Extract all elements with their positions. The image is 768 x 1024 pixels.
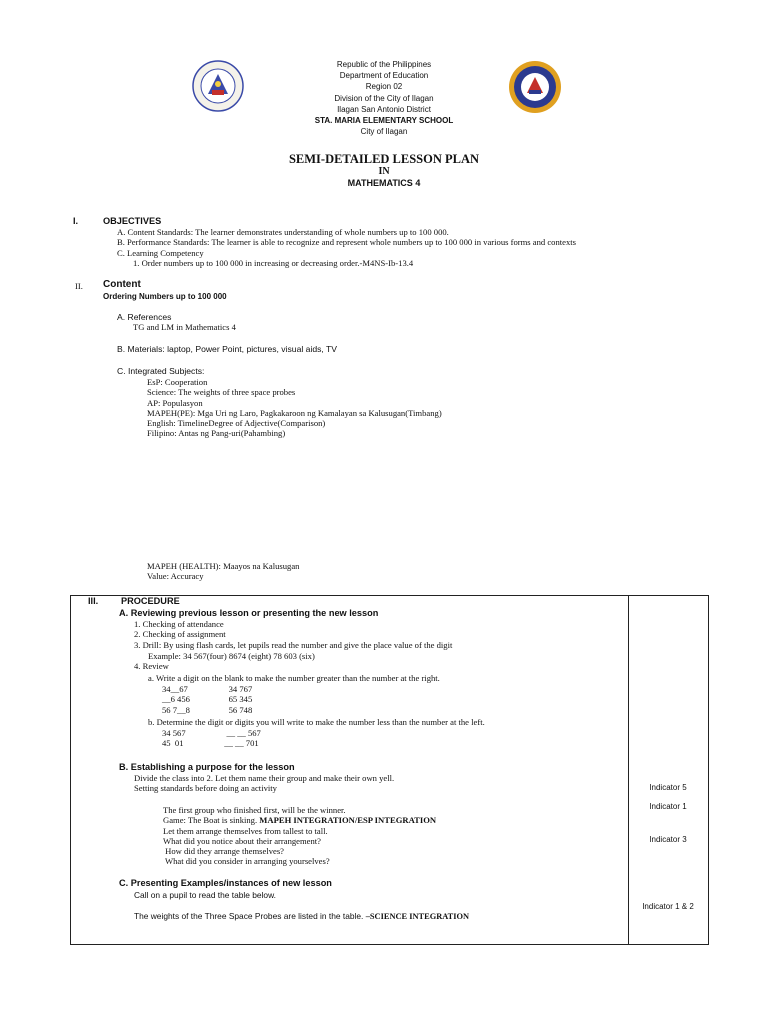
section-c-item: [134, 911, 469, 921]
header-line-5: Ilagan San Antonio District: [337, 104, 431, 114]
section-b-item: Setting standards before doing an activity: [134, 783, 277, 794]
objectives-heading: OBJECTIVES: [103, 216, 162, 226]
review-a-rows: [162, 684, 252, 715]
section-b-activity: [163, 805, 436, 867]
title-line-3: MATHEMATICS 4: [347, 178, 421, 188]
header-block: [0, 59, 768, 137]
section-c-text: The weights of the Three Space Probes are listed in the table.: [134, 911, 364, 921]
integrated-item: MAPEH (HEALTH): Maayos na Kalusugan: [147, 561, 300, 571]
science-integration: –SCIENCE INTEGRATION: [365, 912, 470, 921]
section-a-review: 4. Review: [134, 661, 169, 671]
section-c-title: C. Presenting Examples/instances of new lesson: [119, 878, 332, 888]
table-column-divider: [628, 596, 629, 944]
section-a-item: 1. Checking of attendance: [134, 619, 224, 629]
objective-a: A. Content Standards: The learner demonstrates understanding of whole numbers up to 100 000.: [117, 227, 449, 237]
integrated-item: EsP: Cooperation: [147, 377, 208, 387]
section-b-title: B. Establishing a purpose for the lesson: [119, 762, 295, 772]
drill-example: Example: 34 567(four) 8674 (eight) 78 603 (six): [148, 651, 315, 661]
review-row: 56 7__8 56 748: [162, 704, 253, 715]
section-a-title: A. Reviewing previous lesson or presenting the new lesson: [119, 608, 379, 618]
activity-line: The first group who finished first, will be the winner.: [163, 805, 346, 815]
review-row: 45 01 __ __ 701: [162, 738, 259, 749]
review-row: 34 567 __ __ 567: [162, 728, 261, 738]
content-num: II.: [75, 281, 83, 291]
header-line-2: Department of Education: [339, 71, 429, 81]
activity-line: How did they arrange themselves?: [163, 846, 284, 857]
integrated-item: Value: Accuracy: [147, 571, 204, 582]
header-line-3: Region 02: [365, 82, 403, 92]
integrated-list-more: [147, 561, 299, 582]
school-name: STA. MARIA ELEMENTARY SCHOOL: [314, 116, 454, 126]
mapeh-esp-integration: MAPEH INTEGRATION/ESP INTEGRATION: [259, 815, 437, 826]
activity-game: Game: The Boat is sinking.: [163, 815, 258, 826]
review-a: a. Write a digit on the blank to make the number greater than the number at the right.: [148, 673, 440, 683]
section-a-item: 3. Drill: By using flash cards, let pupils read the number and give the place value of the digit: [134, 639, 453, 650]
section-a-item: 2. Checking of assignment: [134, 629, 226, 640]
indicator-label: Indicator 3: [649, 835, 687, 844]
school-city: City of Ilagan: [360, 127, 408, 137]
review-row: 34__67 34 767: [162, 684, 253, 694]
review-b: b. Determine the digit or digits you will write to make the number less than the number at the left.: [148, 717, 485, 727]
document-title: [0, 152, 768, 189]
integrated-list: [147, 377, 442, 439]
section-a-list-1: [134, 619, 452, 650]
objective-b: B. Performance Standards: The learner is able to recognize and represent whole numbers up to 100 000 in various forms and contexts: [117, 237, 576, 247]
content-heading: Content: [103, 279, 141, 290]
activity-line: What did you consider in arranging yourselves?: [163, 856, 330, 867]
references-label: A. References: [117, 312, 172, 322]
integrated-item: Filipino: Antas ng Pang-uri(Pahambing): [147, 428, 286, 439]
objective-c1: 1. Order numbers up to 100 000 in increasing or decreasing order.-M4NS-Ib-13.4: [133, 258, 414, 268]
activity-line: [163, 815, 436, 825]
integrated-item: MAPEH(PE): Mga Uri ng Laro, Pagkakaroon ng Kamalayan sa Kalusugan(Timbang): [147, 407, 442, 418]
indicator-label: Indicator 5: [649, 783, 687, 792]
objectives-num: I.: [73, 216, 79, 226]
header-line-1: Republic of the Philippines: [336, 60, 432, 69]
integrated-item: AP: Populasyon: [147, 397, 203, 408]
integrated-item: English: TimelineDegree of Adjective(Comparison): [147, 418, 326, 429]
procedure-num: III.: [88, 596, 99, 606]
header-line-4: Division of the City of Ilagan: [334, 93, 434, 103]
review-row: __6 456 65 345: [162, 694, 253, 705]
section-b-list: [134, 773, 394, 794]
materials-line: B. Materials: laptop, Power Point, pictures, visual aids, TV: [117, 344, 338, 354]
content-topic: Ordering Numbers up to 100 000: [103, 292, 227, 301]
section-b-item: Divide the class into 2. Let them name their group and make their own yell.: [134, 773, 395, 783]
indicator-label: Indicator 1: [649, 802, 687, 811]
review-b-rows: [162, 728, 261, 749]
activity-line: What did you notice about their arrangement?: [163, 835, 321, 846]
integrated-item: Science: The weights of three space probes: [147, 387, 296, 398]
title-line-2: IN: [378, 166, 390, 177]
indicator-label: Indicator 1 & 2: [642, 902, 694, 911]
section-c-item: Call on a pupil to read the table below.: [134, 890, 277, 900]
procedure-heading: PROCEDURE: [121, 596, 180, 606]
activity-line: Let them arrange themselves from tallest to tall.: [163, 825, 328, 836]
objective-c: C. Learning Competency: [117, 248, 204, 258]
title-line-1: SEMI-DETAILED LESSON PLAN: [288, 152, 480, 166]
integrated-label: C. Integrated Subjects:: [117, 366, 205, 376]
references-text: TG and LM in Mathematics 4: [133, 322, 236, 332]
